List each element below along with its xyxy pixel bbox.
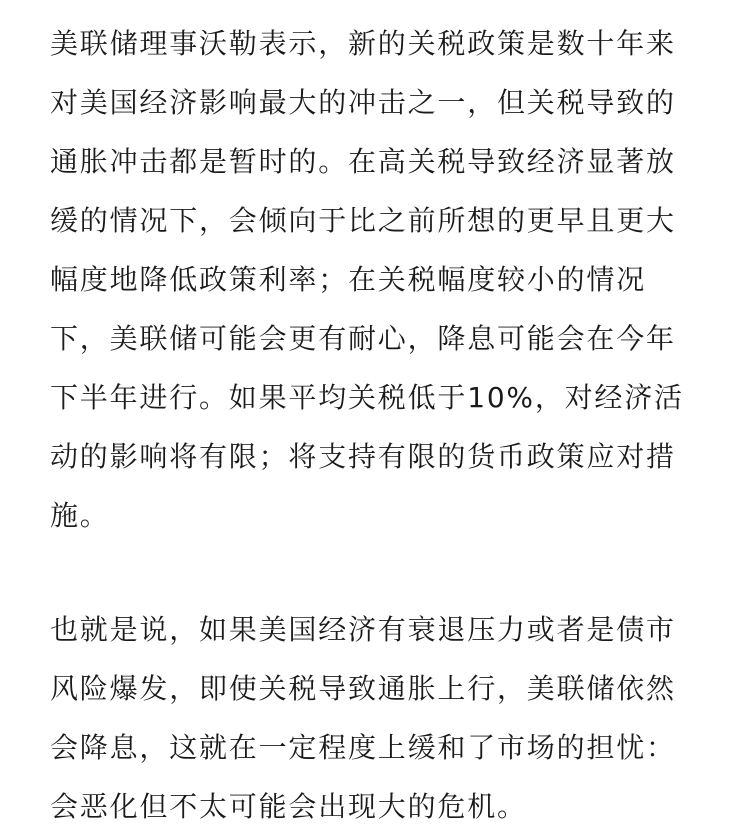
text-line: 风险爆发，即使关税导致通胀上行，美联储依然 [50,672,676,705]
text-line: 会恶化但不太可能会出现大的危机。 [50,790,527,823]
paragraph-spacer [50,545,700,600]
text-line: 通胀冲击都是暂时的。在高关税导致经济显著放 [50,145,676,178]
text-line: 美联储理事沃勒表示，新的关税政策是数十年来 [50,27,676,60]
text-line: 对美国经济影响最大的冲击之一，但关税导致的 [50,86,676,119]
text-line: 施。 [50,499,110,532]
text-line: 动的影响将有限；将支持有限的货币政策应对措 [50,440,676,473]
text-line: 下，美联储可能会更有耐心，降息可能会在今年 [50,322,676,355]
paragraph-1 [50,14,700,545]
article-body [50,14,700,836]
text-line: 会降息，这就在一定程度上缓和了市场的担忧： [50,731,676,764]
text-line: 幅度地降低政策利率；在关税幅度较小的情况 [50,263,647,296]
paragraph-2 [50,600,700,836]
text-line: 也就是说，如果美国经济有衰退压力或者是债市 [50,613,676,646]
text-line: 缓的情况下，会倾向于比之前所想的更早且更大 [50,204,676,237]
text-line: 下半年进行。如果平均关税低于10%，对经济活 [50,381,684,414]
